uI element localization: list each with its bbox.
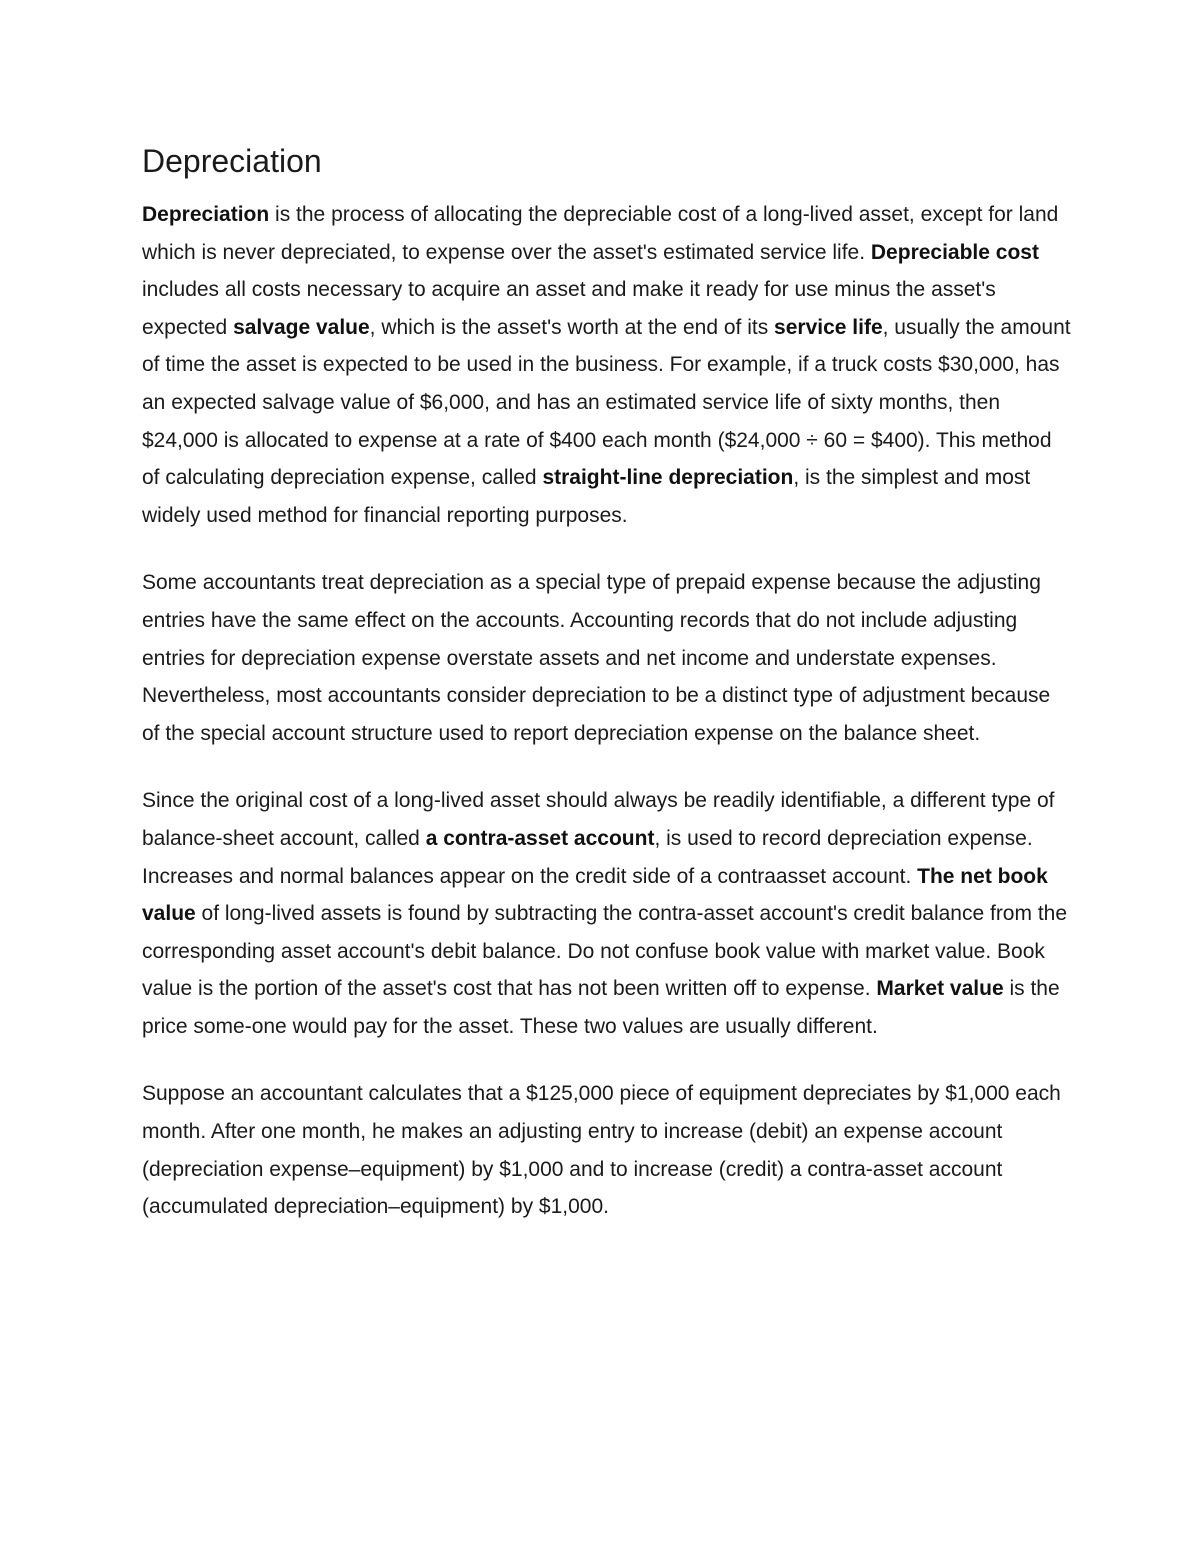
paragraph — [142, 564, 1072, 752]
bold-term: Market value — [876, 977, 1004, 1001]
text-run: includes all costs necessary to acquire an asset and make it ready for use minus the asset's expected — [142, 278, 996, 339]
text-run: is the price some-one would pay for the asset. These two values are usually different. — [142, 977, 1060, 1038]
text-run: , which is the asset's worth at the end of its — [369, 315, 775, 339]
text-run: , is the simplest and most widely used method for financial reporting purposes. — [142, 466, 1031, 527]
bold-term: The net book value — [142, 864, 1048, 926]
paragraph — [142, 196, 1072, 534]
bold-term: straight-line depreciation — [542, 466, 794, 490]
text-run: is the process of allocating the depreciable cost of a long-lived asset, except for land which is never depreciated, to expense over the asset's estimated service life. — [142, 203, 1059, 264]
bold-term: a contra-asset account — [425, 826, 655, 850]
document-body — [142, 196, 1072, 1226]
text-run: , usually the amount of time the asset is expected to be used in the business. For example, if a truck costs $30,000, has an expected salvage value of $6,000, and has an estimated service life of sixty months, then $24,000 is allocated to expense at a rate of $400 each month ($24,000 ÷ 60 = $400). This method of calculating depreciation expense, called — [142, 315, 1071, 490]
text-run: Since the original cost of a long-lived asset should always be readily identifiable, a different type of balance-sheet account, called — [142, 789, 1055, 850]
text-run: of long-lived assets is found by subtracting the contra-asset account's credit balance from the corresponding asset account's debit balance. Do not confuse book value with market value. Book value is the portion of the asset's cost that has not been written off to expense. — [142, 902, 1068, 1001]
text-run: Suppose an accountant calculates that a $125,000 piece of equipment depreciates by $1,000 each month. After one month, he makes an adjusting entry to increase (debit) an expense account (depreciation expense–equipment) by $1,000 and to increase (credit) a contra-asset account (accumulated depreciation–equipment) by $1,000. — [142, 1082, 1061, 1219]
paragraph — [142, 1075, 1072, 1225]
paragraph — [142, 782, 1072, 1045]
bold-term: Depreciation — [142, 203, 270, 226]
bold-term: service life — [774, 315, 883, 339]
bold-term: Depreciable cost — [870, 240, 1039, 264]
document-title: Depreciation — [142, 143, 322, 179]
text-run: , is used to record depreciation expense. Increases and normal balances appear on the credit side of a contraasset account. — [142, 826, 1033, 888]
text-run: Some accountants treat depreciation as a special type of prepaid expense because the adjusting entries have the same effect on the accounts. Accounting records that do not include adjusting entries for depreciation expense overstate assets and net income and understate expenses. Nevertheless, most accountants consider depreciation to be a distinct type of adjustment because of the special account structure used to report depreciation expense on the balance sheet. — [142, 571, 1051, 745]
bold-term: salvage value — [233, 315, 370, 339]
document-page — [142, 138, 1072, 1256]
